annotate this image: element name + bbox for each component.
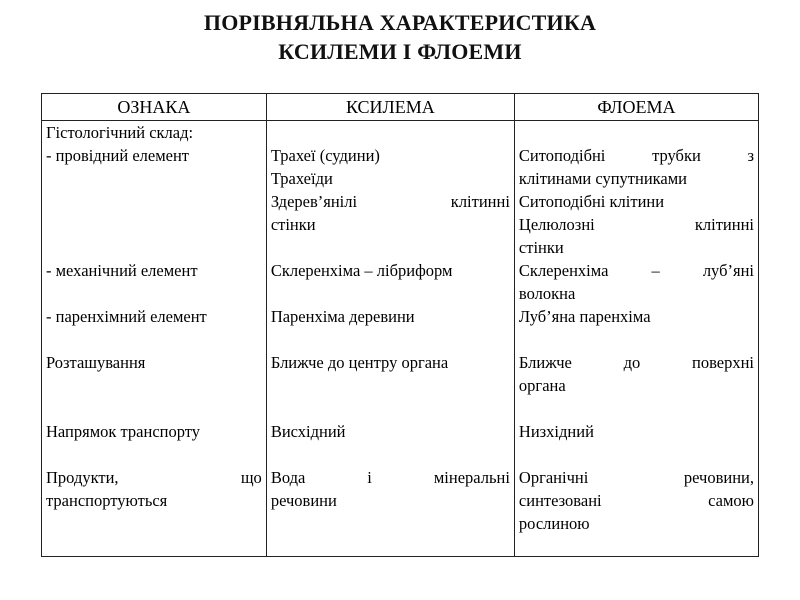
header-xylem: КСИЛЕМА bbox=[266, 94, 514, 121]
phloem-location-line-2: органа bbox=[518, 376, 566, 395]
xylem-parenchyma: Паренхіма деревини bbox=[270, 307, 415, 326]
feature-direction: Напрямок транспорту bbox=[46, 422, 201, 441]
header-feature: ОЗНАКА bbox=[42, 94, 267, 121]
title-line-2: КСИЛЕМИ І ФЛОЕМИ bbox=[278, 39, 522, 64]
feature-products-line-2: транспортуються bbox=[46, 491, 168, 510]
xylem-conducting-line-1: Трахеї (судини) bbox=[270, 146, 380, 165]
phloem-conducting-line-4: Целюлозні клітинні bbox=[518, 215, 754, 234]
phloem-conducting-line-3: Ситоподібні клітини bbox=[518, 192, 665, 211]
phloem-conducting-line-2: клітинами супутниками bbox=[518, 169, 688, 188]
xylem-location: Ближче до центру органа bbox=[270, 353, 449, 372]
comparison-table bbox=[41, 93, 759, 557]
phloem-conducting-line-5: стінки bbox=[518, 238, 564, 257]
feature-column-cell bbox=[42, 121, 267, 557]
xylem-conducting-line-3: Здерев’янілі клітинні bbox=[270, 192, 510, 211]
table-body-row bbox=[42, 121, 759, 557]
phloem-conducting-line-1: Ситоподібні трубки з bbox=[518, 146, 754, 165]
title-line-1: ПОРІВНЯЛЬНА ХАРАКТЕРИСТИКА bbox=[203, 10, 597, 35]
feature-parenchyma: - паренхімний елемент bbox=[46, 307, 207, 326]
phloem-direction: Низхідний bbox=[518, 422, 594, 441]
xylem-products-line-2: речовини bbox=[270, 491, 337, 510]
phloem-products-line-1: Органічні речовини, bbox=[518, 468, 754, 487]
xylem-direction: Висхідний bbox=[270, 422, 346, 441]
page-title bbox=[0, 8, 800, 66]
header-phloem: ФЛОЕМА bbox=[514, 94, 758, 121]
xylem-conducting-line-2: Трахеїди bbox=[270, 169, 333, 188]
xylem-conducting-line-4: стінки bbox=[270, 215, 316, 234]
table-header-row bbox=[42, 94, 759, 121]
phloem-products-line-2: синтезовані самою bbox=[518, 491, 754, 510]
phloem-mechanical-line-2: волокна bbox=[518, 284, 576, 303]
phloem-location-line-1: Ближче до поверхні bbox=[518, 353, 754, 372]
xylem-column-cell bbox=[266, 121, 514, 557]
phloem-mechanical-line-1: Склеренхіма – луб’яні bbox=[518, 261, 754, 280]
feature-mechanical: - механічний елемент bbox=[46, 261, 198, 280]
feature-conducting: - провідний елемент bbox=[46, 146, 190, 165]
feature-products-line-1: Продукти, що bbox=[46, 468, 262, 487]
phloem-products-line-3: рослиною bbox=[518, 514, 590, 533]
feature-location: Розташування bbox=[46, 353, 146, 372]
phloem-column-cell bbox=[514, 121, 758, 557]
xylem-products-line-1: Вода і мінеральні bbox=[270, 468, 510, 487]
feature-histology: Гістологічний склад: bbox=[46, 123, 194, 142]
phloem-parenchyma: Луб’яна паренхіма bbox=[518, 307, 651, 326]
xylem-mechanical: Склеренхіма – лібриформ bbox=[270, 261, 453, 280]
